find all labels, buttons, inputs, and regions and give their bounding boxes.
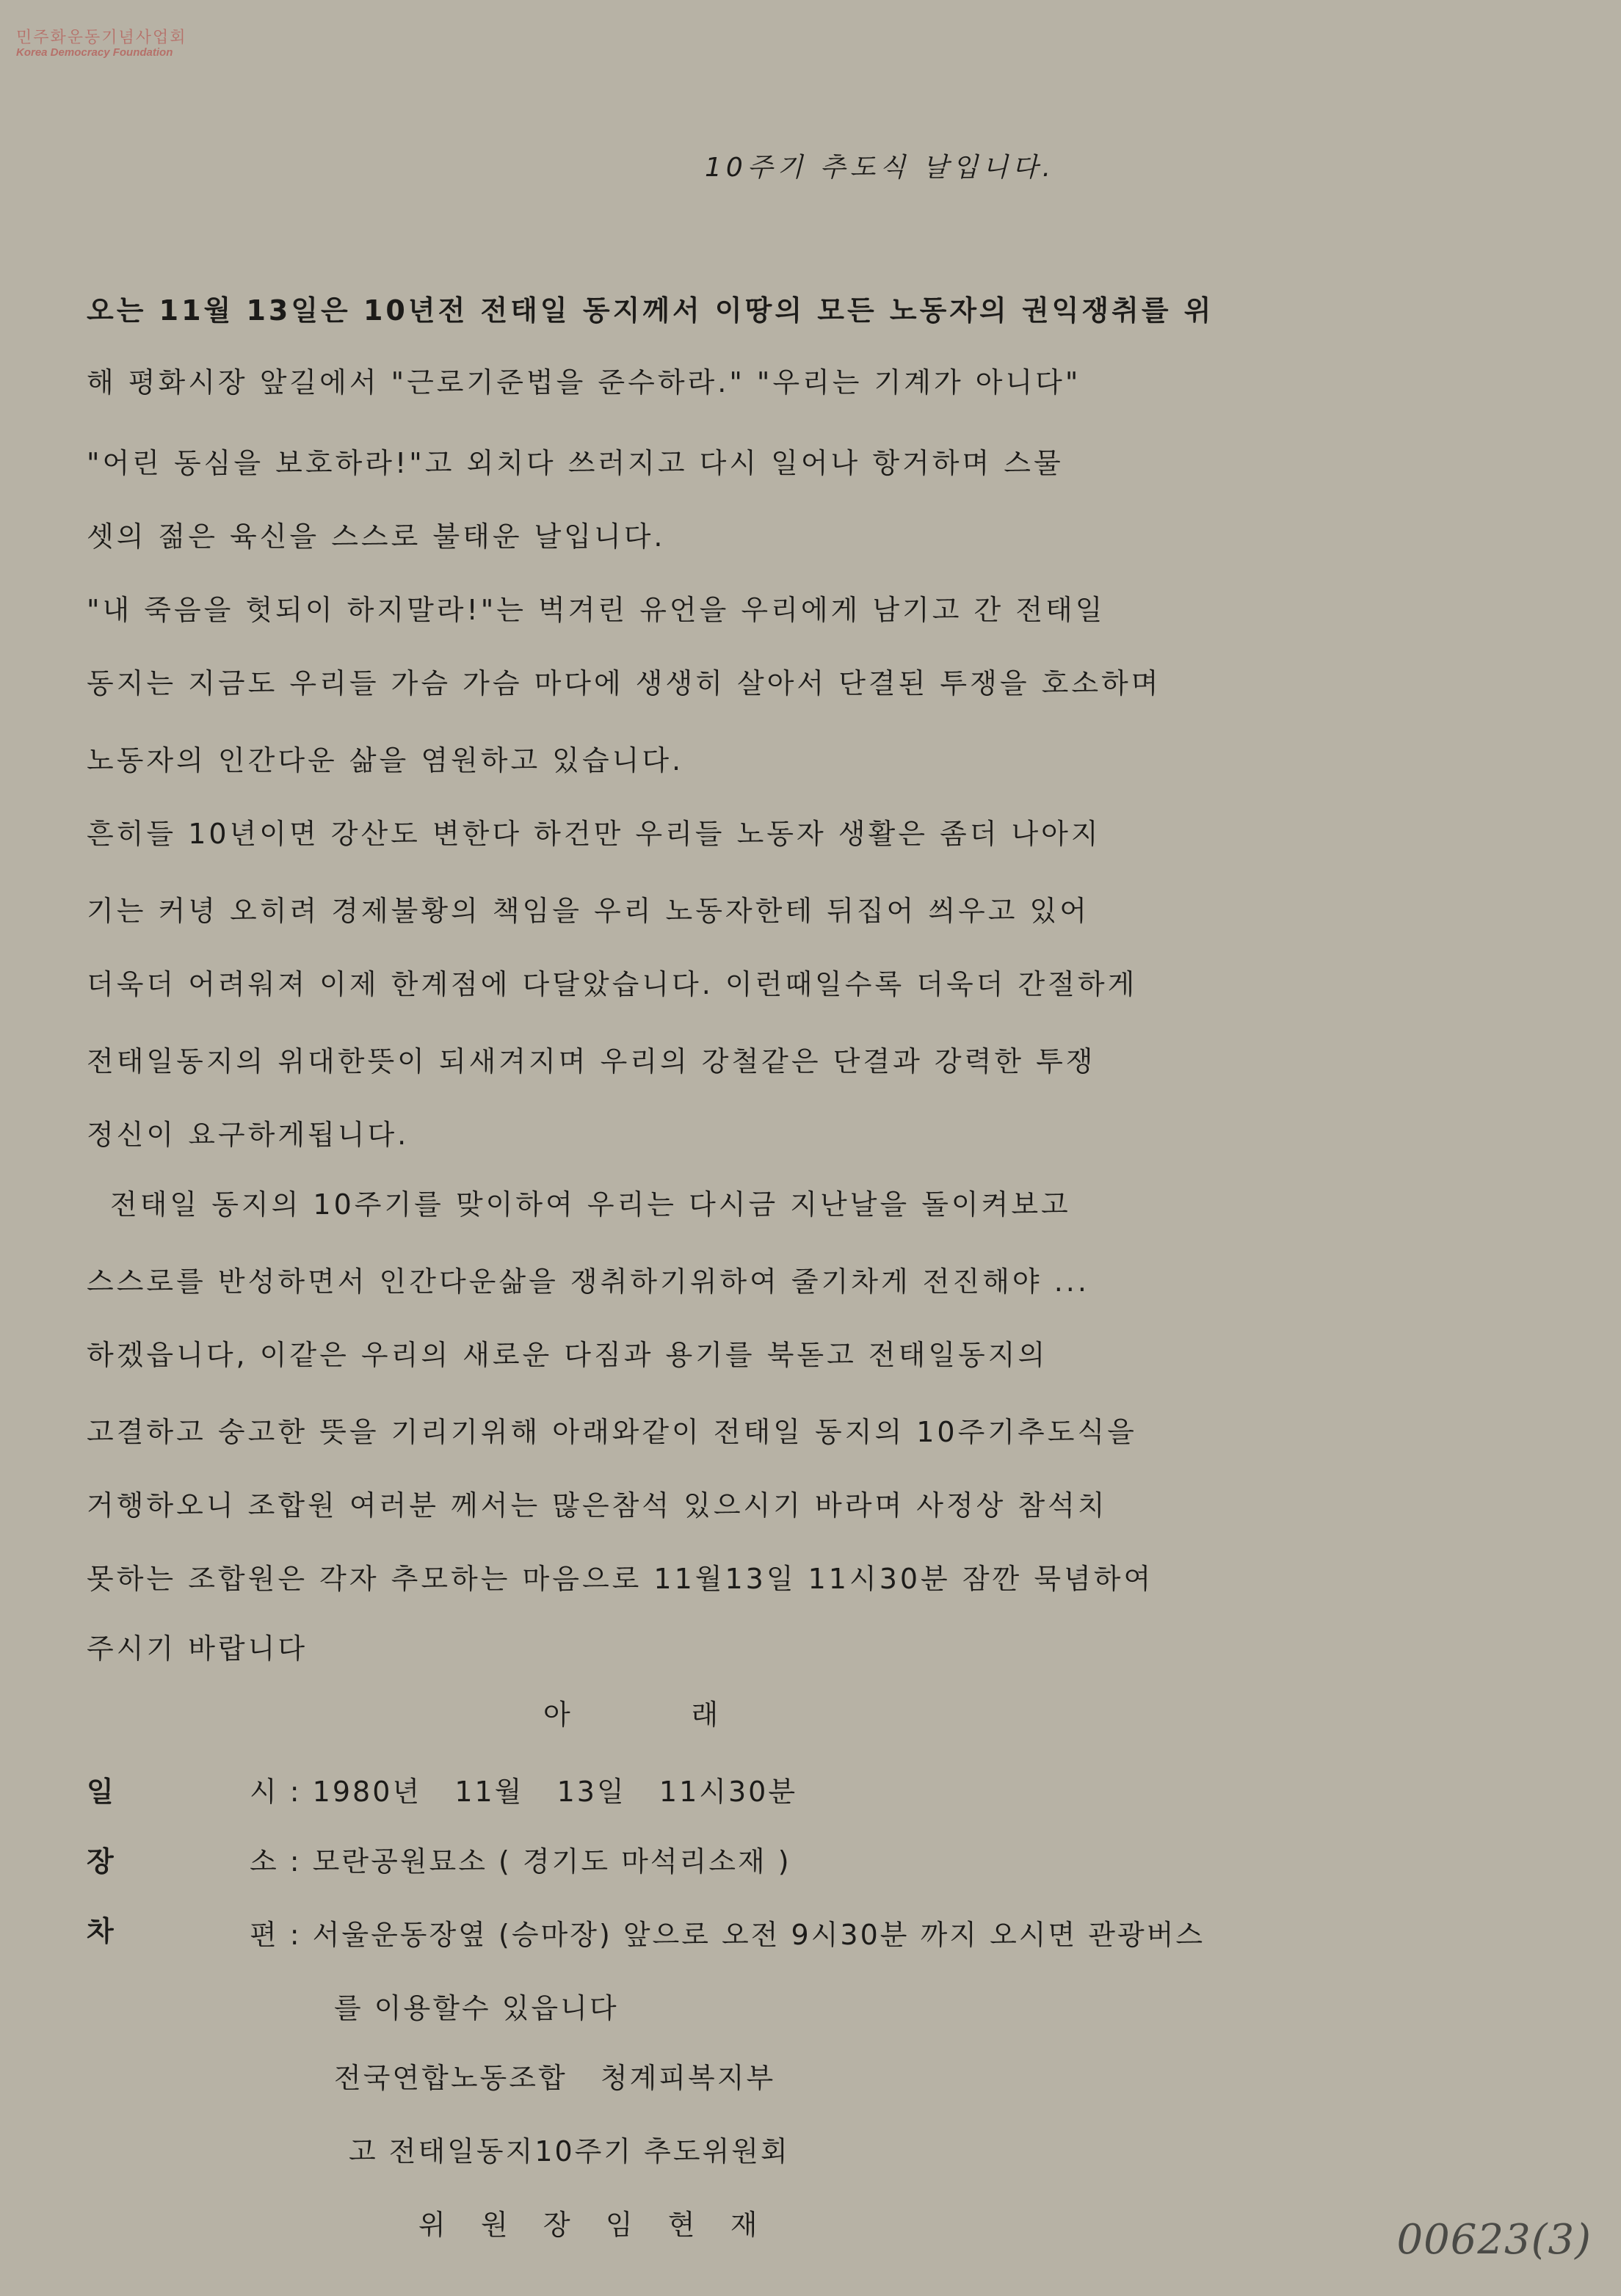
detail-continuation: 를 이용할수 있읍니다 [334, 1992, 619, 2024]
signature-chair: 위 원 장 임 현 재 [418, 2209, 760, 2241]
body-line-11: 전태일동지의 위대한뜻이 되새겨지며 우리의 강철같은 단결과 강력한 투쟁 [87, 1045, 1096, 1078]
detail-label-place: 장 [87, 1845, 114, 1878]
detail-label-transport: 차 [87, 1915, 114, 1947]
watermark-korean: 민주화운동기념사업회 [16, 29, 187, 47]
watermark-english: Korea Democracy Foundation [16, 46, 173, 59]
archive-number: 00623(3) [1396, 2216, 1592, 2264]
body-line-7: 노동자의 인간다운 삶을 염원하고 있습니다. [87, 744, 684, 777]
body-line-15: 하겠읍니다, 이같은 우리의 새로운 다짐과 용기를 북돋고 전태일동지의 [87, 1339, 1048, 1371]
body-line-6: 동지는 지금도 우리들 가슴 가슴 마다에 생생히 살아서 단결된 투쟁을 호소하며 [87, 667, 1161, 700]
body-line-10: 더욱더 어려워져 이제 한계점에 다달았습니다. 이런때일수록 더욱더 간절하게 [87, 968, 1138, 1000]
body-line-9: 기는 커녕 오히려 경제불황의 책임을 우리 노동자한테 뒤집어 씌우고 있어 [87, 895, 1089, 927]
body-line-14: 스스로를 반성하면서 인간다운삶을 쟁취하기위하여 줄기차게 전진해야 ... [87, 1265, 1089, 1298]
signature-committee: 고 전태일동지10주기 추도위원회 [349, 2135, 790, 2168]
body-line-4: 셋의 젊은 육신을 스스로 불태운 날입니다. [87, 520, 666, 553]
document-title: 10주기 추도식 날입니다. [705, 153, 1056, 183]
body-line-8: 흔히들 10년이면 강산도 변한다 하건만 우리들 노동자 생활은 좀더 나아지 [87, 818, 1101, 850]
signature-union: 전국연합노동조합 청계피복지부 [334, 2062, 776, 2094]
detail-value-date: 시 : 1980년 11월 13일 11시30분 [250, 1776, 798, 1808]
body-line-5: "내 죽음을 헛되이 하지말라!"는 벅겨린 유언을 우리에게 남기고 간 전태일 [87, 594, 1106, 626]
body-line-17: 거행하오니 조합원 여러분 께서는 많은참석 있으시기 바라며 사정상 참석치 [87, 1489, 1108, 1522]
detail-value-place: 소 : 모란공원묘소 ( 경기도 마석리소재 ) [250, 1845, 791, 1878]
body-line-12: 정신이 요구하게됩니다. [87, 1119, 410, 1151]
body-line-2: 해 평화시장 앞길에서 "근로기준법을 준수하라." "우리는 기계가 아니다" [87, 366, 1081, 399]
body-line-19: 주시기 바랍니다 [87, 1632, 308, 1665]
body-line-16: 고결하고 숭고한 뜻을 기리기위해 아래와같이 전태일 동지의 10주기추도식을 [87, 1416, 1137, 1448]
body-line-13: 전태일 동지의 10주기를 맞이하여 우리는 다시금 지난날을 돌이켜보고 [110, 1188, 1071, 1221]
detail-value-transport: 편 : 서울운동장옆 (승마장) 앞으로 오전 9시30분 까지 오시면 관광버스 [250, 1919, 1205, 1951]
detail-label-date: 일 [87, 1776, 114, 1808]
body-line-3: "어린 동심을 보호하라!"고 외치다 쓰러지고 다시 일어나 항거하며 스물 [87, 447, 1064, 479]
below-heading: 아 래 [543, 1699, 722, 1731]
body-line-1: 오는 11월 13일은 10년전 전태일 동지께서 이땅의 모든 노동자의 권익쟁취를 위 [87, 294, 1214, 327]
body-line-18: 못하는 조합원은 각자 추모하는 마음으로 11월13일 11시30분 잠깐 묵념하여 [87, 1563, 1154, 1595]
foundation-watermark [16, 29, 187, 59]
